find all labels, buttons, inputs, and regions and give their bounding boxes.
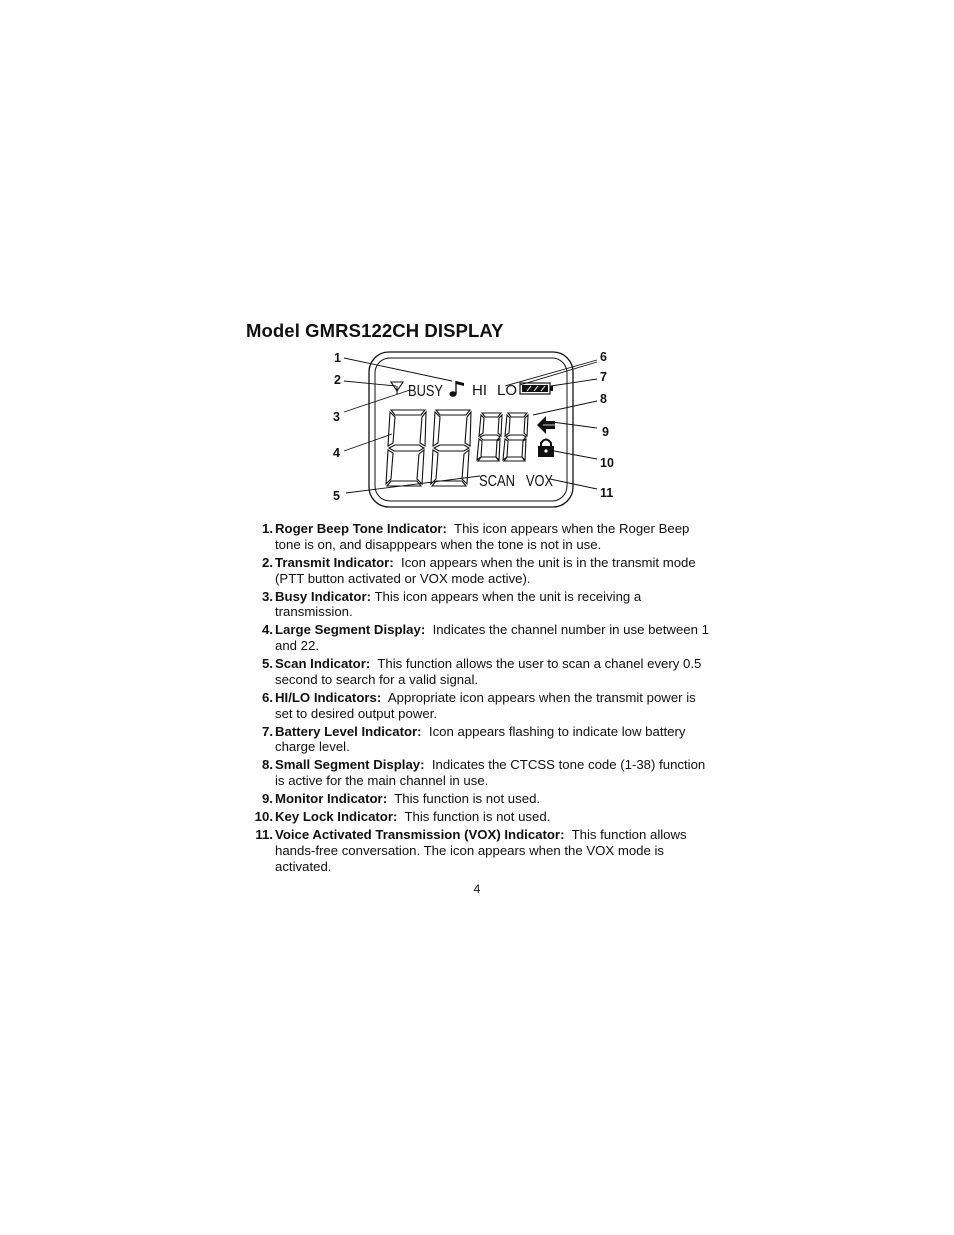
list-item: 4. Large Segment Display: Indicates the channel number in use between 1 and 22. — [262, 622, 709, 654]
callout-5: 5 — [333, 489, 340, 503]
callout-9: 9 — [602, 425, 609, 439]
list-item: 1. Roger Beep Tone Indicator: This icon appears when the Roger Beep tone is on, and disapppears when the tone is not in use. — [262, 521, 690, 552]
antenna-icon — [391, 382, 403, 394]
battery-icon — [520, 383, 553, 394]
list-item: 8. Small Segment Display: Indicates the CTCSS tone code (1-38) function is active for the main channel in use. — [262, 757, 706, 789]
callout-6: 6 — [600, 350, 607, 364]
callout-8: 8 — [600, 392, 607, 406]
page-number: 4 — [473, 882, 481, 896]
callout-11: 11 — [600, 486, 614, 500]
list-item: 5. Scan Indicator: This function allows the user to scan a chanel every 0.5 second to search for a valid signal. — [262, 656, 702, 687]
busy-label: BUSY — [408, 383, 444, 400]
indicator-list — [250, 521, 712, 877]
hi-label: HI — [472, 382, 487, 399]
monitor-arrow-icon — [537, 416, 555, 434]
list-item: 10. Key Lock Indicator: This function is not used. — [254, 809, 551, 825]
list-item: 11. Voice Activated Transmission (VOX) Indicator: This function allows hands-free conversation. The icon appears when the VOX mode is activated. — [255, 827, 687, 874]
vox-label: VOX — [526, 473, 554, 490]
callout-3: 3 — [333, 410, 340, 424]
callout-7: 7 — [600, 370, 607, 384]
music-note-icon — [449, 381, 464, 397]
lock-icon — [538, 440, 554, 458]
list-item: 2. Transmit Indicator: Icon appears when the unit is in the transmit mode (PTT button activated or VOX mode active). — [262, 554, 696, 586]
large-segment-display — [386, 410, 471, 486]
callout-10: 10 — [600, 456, 614, 470]
scan-label: SCAN — [479, 473, 515, 490]
list-item: 9. Monitor Indicator: This function is not used. — [262, 791, 541, 807]
lo-label: LO — [497, 382, 518, 399]
list-item: 3. Busy Indicator: This icon appears when the unit is receiving a transmission. — [262, 588, 642, 620]
list-item: 6. HI/LO Indicators: Appropriate icon appears when the transmit power is set to desired output power. — [262, 689, 696, 721]
callout-4: 4 — [333, 446, 340, 460]
callout-1: 1 — [334, 351, 341, 365]
callout-2: 2 — [334, 373, 341, 387]
list-item: 7. Battery Level Indicator: Icon appears flashing to indicate low battery charge level. — [262, 723, 686, 755]
small-segment-display — [477, 413, 528, 461]
page-title: Model GMRS122CH DISPLAY — [246, 320, 504, 341]
